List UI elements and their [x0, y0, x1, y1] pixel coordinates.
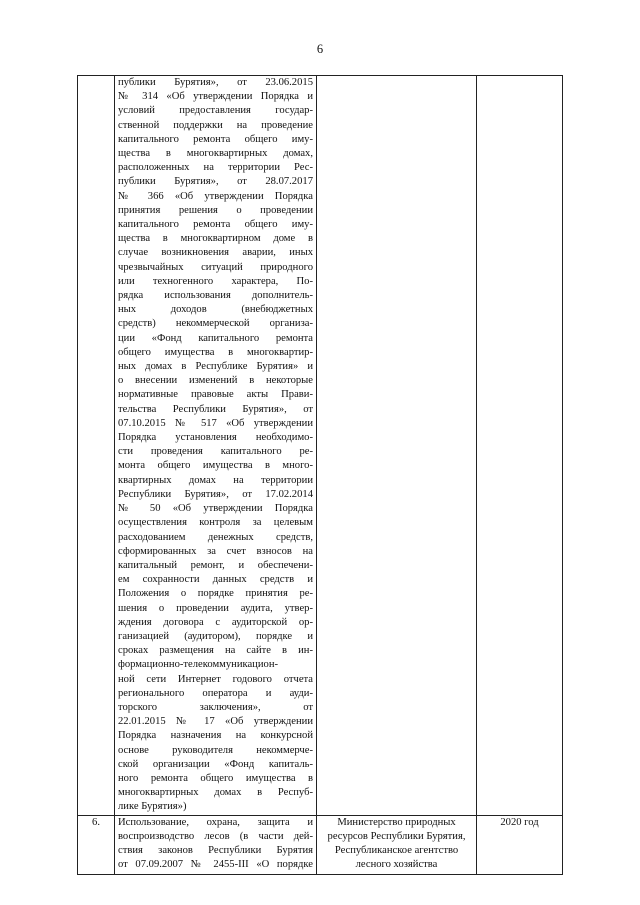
text-line: № 366 «Об утверждении Порядка — [118, 190, 313, 202]
text-line: щества в многоквартирном доме в — [118, 233, 313, 245]
text-line: или техногенного характера, По- — [118, 275, 313, 287]
text-line: квартирных домах на территории — [118, 474, 313, 486]
deadline-cell — [477, 76, 563, 816]
text-line: от 07.09.2007 № 2455-III «О порядке — [118, 859, 313, 871]
description-cell — [115, 76, 317, 816]
text-line: общего имущества в многоквартир- — [118, 346, 313, 358]
text-line: ем сохранности данных средств и — [118, 574, 313, 586]
text-line: основе руководителя некоммерче- — [118, 744, 313, 756]
text-line: чрезвычайных ситуаций природного — [118, 261, 313, 273]
text-line: Порядка установления необходимо- — [118, 432, 313, 444]
text-line: сформированных за счет взносов на — [118, 545, 313, 557]
page-number: 6 — [316, 42, 324, 56]
text-line: ного ремонта общего имущества в — [118, 772, 313, 784]
text-line: ресурсов Республики Бурятия, — [327, 830, 466, 842]
text-line: случае возникновения аварии, иных — [118, 247, 313, 259]
text-line: тельства Республики Бурятия», от — [118, 403, 313, 415]
text-line: Министерство природных — [337, 816, 456, 828]
deadline-cell: 2020 год — [477, 815, 563, 874]
text-line: Использование, охрана, защита и — [118, 816, 313, 828]
text-line: № 50 «Об утверждении Порядка — [118, 503, 313, 515]
text-line: ствия законов Республики Бурятия — [118, 844, 313, 856]
text-line: условий предоставления государ- — [118, 105, 313, 117]
text-line: монта общего имущества в много- — [118, 460, 313, 472]
text-line: шения о проведении аудита, утвер- — [118, 602, 313, 614]
text-line: нормативные правовые акты Прави- — [118, 389, 313, 401]
text-line: сти проведения капитального ре- — [118, 446, 313, 458]
text-line: многоквартирных домах в Респуб- — [118, 787, 313, 799]
document-table — [77, 75, 563, 875]
text-line: рядка использования дополнитель- — [118, 290, 313, 302]
text-line: капитальный ремонт, и обеспечени- — [118, 559, 313, 571]
text-line: ской организации «Фонд капиталь- — [118, 758, 313, 770]
text-line: расположенных на территории Рес- — [118, 162, 313, 174]
responsible-text — [320, 816, 473, 873]
text-line: воспроизводство лесов (в части дей- — [118, 830, 313, 842]
text-line: щества в многоквартирных домах, — [118, 148, 313, 160]
text-line: публики Бурятия», от 23.06.2015 — [118, 77, 313, 88]
text-line: формационно-телекоммуникацион- — [118, 659, 279, 671]
text-line: средств) некоммерческой организа- — [118, 318, 313, 330]
text-line: Республики Бурятия», от 17.02.2014 — [118, 488, 313, 500]
text-line: сроках размещения на сайте в ин- — [118, 645, 313, 657]
text-line: № 314 «Об утверждении Порядка и — [118, 91, 313, 103]
text-line: ганизацией (аудитором), порядке и — [118, 630, 313, 642]
text-line: капитального ремонта общего иму- — [118, 133, 313, 145]
responsible-cell — [317, 815, 477, 874]
row-number-cell: 6. — [78, 815, 115, 874]
text-line: Положения о порядке принятия ре- — [118, 588, 313, 600]
responsible-cell — [317, 76, 477, 816]
text-line: осуществления контроля за целевым — [118, 517, 313, 529]
description-cell — [115, 815, 317, 874]
text-line: о внесении изменений в некоторые — [118, 375, 313, 387]
text-line: 07.10.2015 № 517 «Об утверждении — [118, 417, 313, 429]
text-line: торского заключения», от — [118, 701, 313, 713]
text-line: капитального ремонта общего иму- — [118, 219, 313, 231]
text-line: расходованием денежных средств, — [118, 531, 313, 543]
text-line: регионального оператора и ауди- — [118, 687, 313, 699]
table-row — [78, 815, 563, 874]
text-line: ной сети Интернет годового отчета — [118, 673, 313, 685]
text-line: ции «Фонд капитального ремонта — [118, 332, 313, 344]
text-line: Республиканское агентство — [334, 844, 459, 856]
text-line: ных домах в Республике Бурятия» и — [118, 361, 313, 373]
text-line: лике Бурятия») — [118, 801, 187, 813]
text-line: публики Бурятия», от 28.07.2017 — [118, 176, 313, 188]
text-line: Порядка назначения на конкурсной — [118, 730, 313, 742]
description-text — [118, 76, 313, 815]
text-line: ных доходов (внебюджетных — [118, 304, 313, 316]
text-line: 22.01.2015 № 17 «Об утверждении — [118, 716, 313, 728]
description-text — [118, 816, 313, 873]
text-line: ственной поддержки на проведение — [118, 119, 313, 131]
row-number-cell — [78, 76, 115, 816]
table-row — [78, 76, 563, 816]
text-line: принятия решения о проведении — [118, 204, 313, 216]
text-line: лесного хозяйства — [355, 859, 438, 871]
text-line: ждения договора с аудиторской ор- — [118, 616, 313, 628]
